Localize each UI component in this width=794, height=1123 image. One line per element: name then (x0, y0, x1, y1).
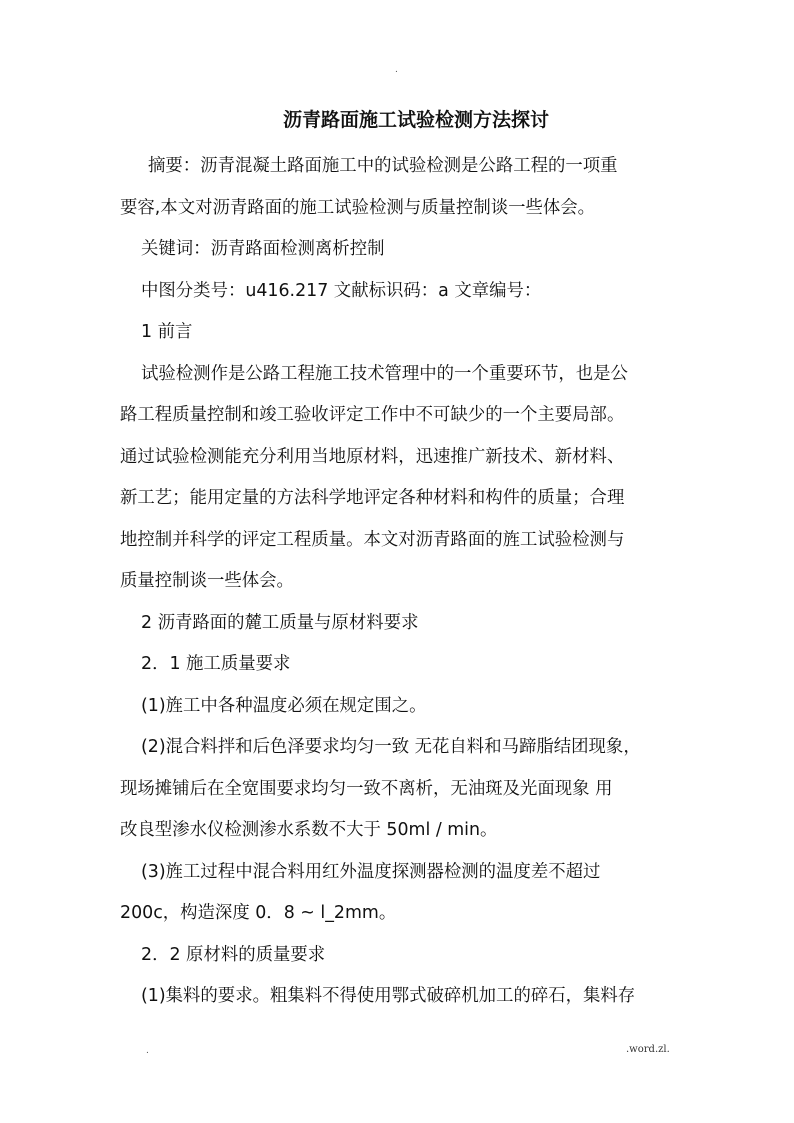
text-line: 试验检测作是公路工程施工技术管理中的一个重要环节，也是公 (141, 363, 628, 384)
text-line: 路工程质量控制和竣工验收评定工作中不可缺少的一个主要局部。 (120, 405, 625, 425)
text-line: 中图分类号：u416.217 文献标识码：a 文章编号： (141, 280, 542, 301)
text-line: 摘要：沥青混凝土路面施工中的试验检测是公路工程的一项重 (148, 156, 618, 176)
text-line: 通过试验检测能充分利用当地原材料，迅速推广新技术、新材料、 (120, 446, 625, 467)
text-line: 关键词：沥青路面检测离析控制 (141, 239, 385, 259)
header-mark: . (395, 65, 398, 75)
document-title: 沥青路面施工试验检测方法探讨 (282, 109, 549, 131)
text-line: 现场摊铺后在全宽围要求均匀一致不离析，无油斑及光面现象 用 (120, 778, 613, 799)
text-line: 地控制并科学的评定工程质量。本文对沥青路面的旌工试验检测与 (120, 529, 625, 550)
text-line: 200c，构造深度 0．8 ~ l_2mm。 (120, 903, 397, 923)
footer-right-mark: .word.zl. (626, 1044, 670, 1055)
text-line: 质量控制谈一些体会。 (120, 571, 294, 591)
footer-left-mark: . (146, 1046, 149, 1056)
text-line: 2．1 施工质量要求 (141, 654, 291, 674)
text-line: (3)旌工过程中混合料用红外温度探测器检测的温度差不超过 (141, 861, 601, 882)
text-line: 1 前言 (141, 322, 193, 342)
text-line: (2)混合料拌和后色泽要求均匀一致 无花自料和马蹄脂结团现象， (141, 737, 641, 757)
text-line: 2 沥青路面的麓工质量与原材料要求 (141, 612, 419, 633)
text-line: (1)集料的要求。粗集料不得使用鄂式破碎机加工的碎石，集料存 (141, 986, 636, 1006)
text-line: 要容,本文对沥青路面的施工试验检测与质量控制谈一些体会。 (120, 197, 596, 218)
text-line: 新工艺；能用定量的方法科学地评定各种材料和构件的质量；合理 (120, 488, 625, 508)
document-body (120, 146, 680, 1018)
text-line: (1)旌工中各种温度必须在规定围之。 (141, 695, 427, 716)
text-line: 改良型渗水仪检测渗水系数不大于 50ml / min。 (120, 820, 498, 840)
text-line: 2．2 原材料的质量要求 (141, 944, 326, 965)
